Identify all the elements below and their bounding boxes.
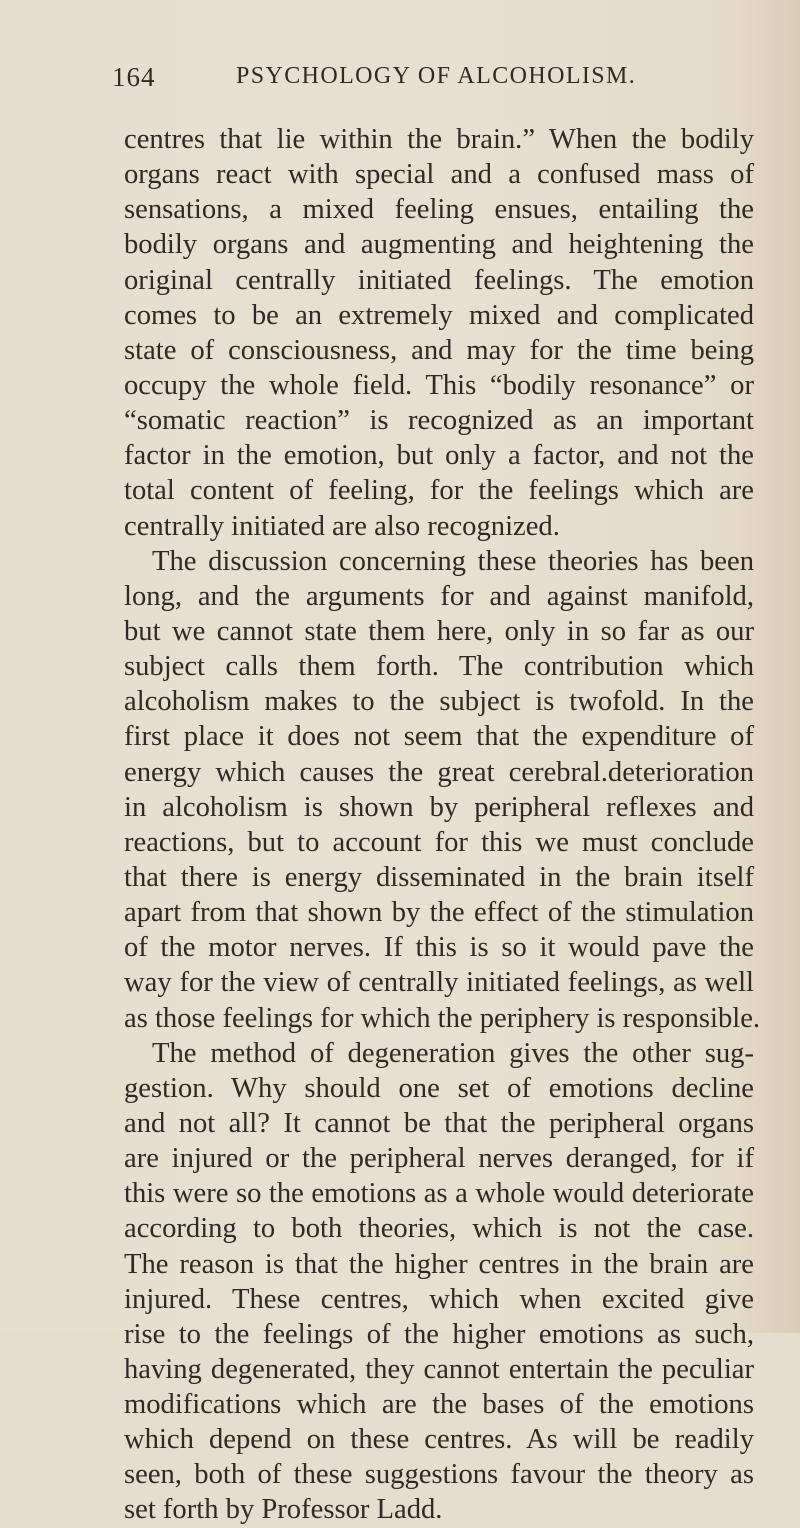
text-line: that there is energy disseminated in the brain itself: [124, 861, 754, 893]
text-line: apart from that shown by the effect of the stimulation: [124, 897, 754, 929]
paragraph-start-line: The discussion concerning these theories has been: [152, 545, 754, 577]
text-line: original centrally initiated feelings. The emotion: [124, 264, 754, 296]
text-line: in alcoholism is shown by peripheral reflexes and: [124, 791, 754, 823]
text-line: seen, both of these suggestions favour the theory as: [124, 1459, 754, 1491]
running-head: [112, 62, 752, 98]
text-line: modifications which are the bases of the emotions: [124, 1389, 754, 1421]
text-line: first place it does not seem that the expenditure of: [124, 721, 754, 753]
text-line: reactions, but to account for this we must conclude: [124, 826, 754, 858]
text-line: having degenerated, they cannot entertain the peculiar: [124, 1353, 754, 1385]
text-line: gestion. Why should one set of emotions decline: [124, 1072, 754, 1104]
text-line: and not all? It cannot be that the peripheral organs: [124, 1107, 754, 1139]
text-line: of the motor nerves. If this is so it would pave the: [124, 932, 754, 964]
text-line: long, and the arguments for and against manifold,: [124, 580, 754, 612]
text-line: way for the view of centrally initiated feelings, as well: [124, 967, 754, 999]
page-number: 164: [112, 62, 156, 92]
text-line: which depend on these centres. As will be readily: [124, 1424, 754, 1456]
paragraph-end-line: set forth by Professor Ladd.: [124, 1494, 443, 1526]
text-line: “somatic reaction” is recognized as an important: [124, 405, 754, 437]
text-line: energy which causes the great cerebral.deterioration: [124, 756, 754, 788]
text-line: comes to be an extremely mixed and complicated: [124, 299, 754, 331]
body-text: [124, 122, 761, 1528]
running-title: PSYCHOLOGY OF ALCOHOLISM.: [236, 63, 637, 89]
text-line: state of consciousness, and may for the time being: [124, 334, 754, 366]
paragraph-end-line: centrally initiated are also recognized.: [124, 510, 560, 542]
paragraph-start-line: The method of degeneration gives the other sug-: [152, 1037, 754, 1069]
text-line: alcoholism makes to the subject is twofold. In the: [124, 686, 754, 718]
text-line: factor in the emotion, but only a factor, and not the: [124, 440, 754, 472]
text-line: bodily organs and augmenting and heightening the: [124, 229, 754, 261]
text-line: this were so the emotions as a whole would deteriorate: [124, 1178, 754, 1210]
text-line: according to both theories, which is not the case.: [124, 1213, 754, 1245]
text-line: centres that lie within the brain.” When the bodily: [124, 124, 754, 155]
text-line: The reason is that the higher centres in the brain are: [124, 1248, 754, 1280]
text-line: organs react with special and a confused mass of: [124, 159, 754, 191]
text-line: sensations, a mixed feeling ensues, entailing the: [124, 194, 754, 226]
text-line: but we cannot state them here, only in so far as our: [124, 615, 754, 647]
paragraph-end-line: as those feelings for which the periphery is responsible.: [124, 1002, 761, 1034]
text-line: are injured or the peripheral nerves deranged, for if: [124, 1143, 754, 1175]
text-line: rise to the feelings of the higher emotions as such,: [124, 1318, 754, 1350]
text-line: total content of feeling, for the feelings which are: [124, 475, 754, 507]
text-line: injured. These centres, which when excited give: [124, 1283, 754, 1315]
text-line: subject calls them forth. The contribution which: [124, 651, 754, 683]
text-line: occupy the whole field. This “bodily resonance” or: [124, 369, 754, 401]
